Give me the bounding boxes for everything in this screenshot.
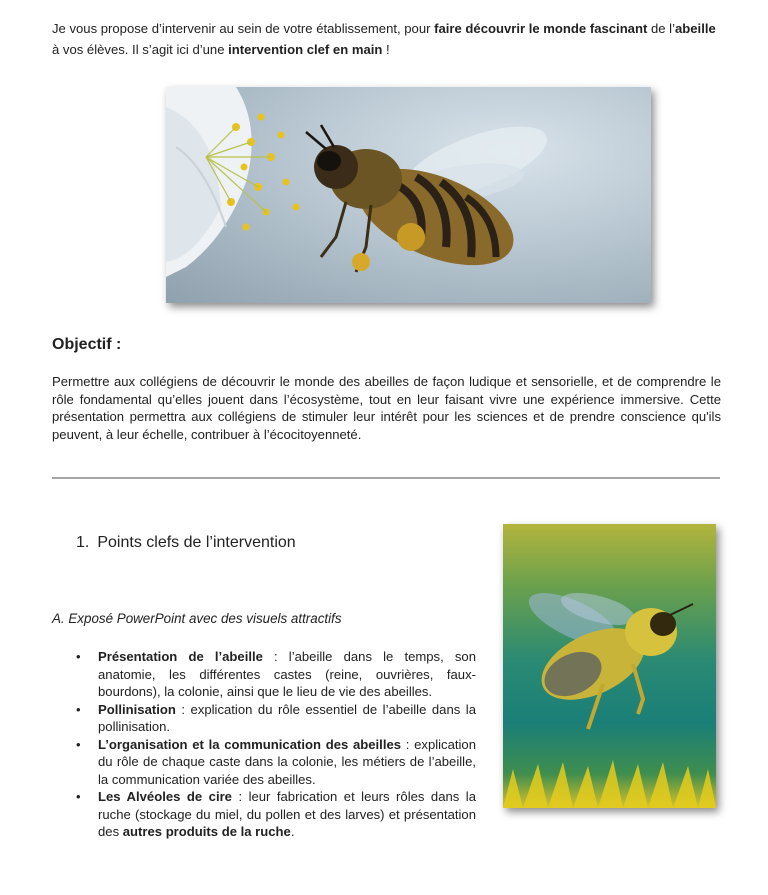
key-points-heading (76, 534, 296, 552)
item-text: : l’abeille dans le temps, son anatomie, les différentes castes (reine, ouvrières, faux-bourdons), la colonie, ainsi que le lieu de vie des abeilles. (98, 649, 476, 699)
intro-text-2: de l’ (647, 21, 675, 36)
bullet-icon: • (76, 701, 81, 717)
list-item (76, 648, 476, 701)
item-title-2: autres produits de la ruche (122, 824, 291, 839)
section-number: 1. (76, 534, 90, 551)
list-item (76, 788, 476, 841)
intro-bold-1: faire découvrir le monde fascinant (434, 21, 648, 36)
intro-bold-3: intervention clef en main (228, 42, 383, 57)
bullet-icon: • (76, 789, 81, 804)
intro-text-4: ! (382, 42, 390, 57)
item-text: : explication du rôle essentiel de l’abeille dans la pollinisation. (98, 701, 476, 734)
item-title: Les Alvéoles de cire (98, 789, 232, 804)
objective-heading: Objectif : (52, 336, 122, 353)
bullet-icon: • (76, 649, 81, 664)
bee-flower-photo (166, 87, 651, 303)
intro-bold-2: abeille (675, 21, 716, 36)
section-divider (52, 477, 720, 479)
item-tail: . (290, 824, 295, 839)
item-text: : explication du rôle de chaque caste dans la colonie, les métiers de l’abeille, la communication variée des abeilles. (98, 736, 476, 787)
subheading-powerpoint: A. Exposé PowerPoint avec des visuels attractifs (52, 611, 342, 626)
intro-paragraph (52, 18, 722, 60)
item-title: Pollinisation (98, 701, 176, 717)
intro-text-1: Je vous propose d’intervenir au sein de votre établissement, pour (52, 21, 435, 36)
section-title: Points clefs de l’intervention (97, 534, 296, 551)
list-item (76, 736, 476, 789)
list-item (76, 701, 476, 736)
item-title: Présentation de l’abeille (98, 649, 263, 664)
key-points-list (76, 648, 476, 841)
intro-text-3: à vos élèves. Il s’agit ici d’une (52, 42, 229, 57)
bee-pollen-photo (503, 524, 716, 808)
objective-text: Permettre aux collégiens de découvrir le monde des abeilles de façon ludique et sensorielle, et de comprendre le rôle fondamental qu’elles jouent dans l’écosystème, tout en leur faisant vivre une expérience immersive. Cette présentation permettra aux collégiens de stimuler leur intérêt pour les sciences et de prendre conscience qu'ils peuvent, à leur échelle, contribuer à l’écocitoyenneté. (52, 374, 721, 442)
bullet-icon: • (76, 736, 81, 752)
item-text: : leur fabrication et leurs rôles dans la ruche (stockage du miel, du pollen et des larves) et présentation des (98, 789, 476, 839)
item-title: L’organisation et la communication des abeilles (98, 736, 402, 752)
